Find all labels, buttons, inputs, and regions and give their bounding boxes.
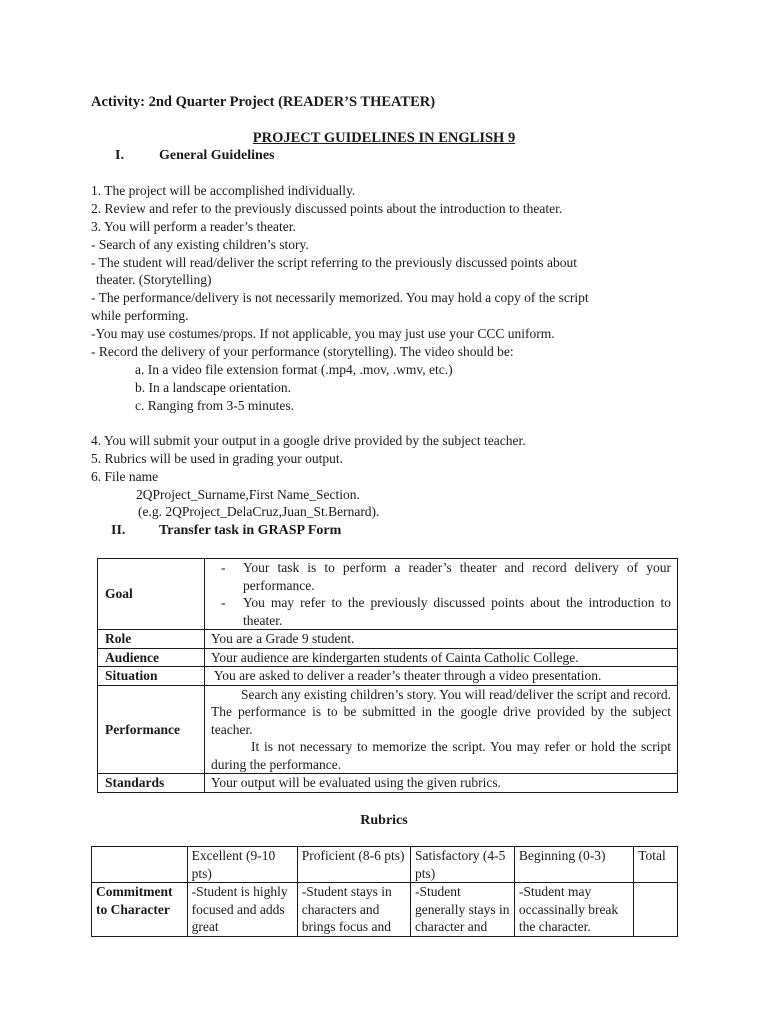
rubric-header-cell: Beginning (0-3) xyxy=(514,847,633,883)
activity-title: Activity: 2nd Quarter Project (READER’S THEATER) xyxy=(91,94,436,110)
grasp-label: Performance xyxy=(98,685,205,774)
goal-list xyxy=(211,559,671,629)
section2-title: Transfer task in GRASP Form xyxy=(159,523,342,538)
guideline-line: - Search of any existing children’s story. xyxy=(91,237,309,252)
grasp-value: Your output will be evaluated using the given rubrics. xyxy=(205,774,678,793)
section2-number: II. xyxy=(111,523,126,538)
rubric-header-cell: Excellent (9-10 pts) xyxy=(187,847,297,883)
grasp-value: You are asked to deliver a reader’s theater through a video presentation. xyxy=(205,667,678,686)
grasp-value: Your audience are kindergarten students of Cainta Catholic College. xyxy=(205,648,678,667)
guidelines-heading-text: PROJECT GUIDELINES IN ENGLISH 9 xyxy=(252,130,516,146)
guideline-line: - Record the delivery of your performance (storytelling). The video should be: xyxy=(91,344,514,359)
rubrics-title: Rubrics xyxy=(360,813,408,828)
guideline-line: (e.g. 2QProject_DelaCruz,Juan_St.Bernard). xyxy=(138,504,380,519)
goal-item: - Your task is to perform a reader’s theater and record delivery of your performance. xyxy=(228,559,671,594)
guideline-line: a. In a video file extension format (.mp4, .mov, .wmv, etc.) xyxy=(135,362,453,377)
rubric-row xyxy=(92,883,678,937)
rubric-cell: -Student generally stays in character and xyxy=(410,883,514,937)
guidelines-heading xyxy=(0,130,768,147)
guideline-line: 3. You will perform a reader’s theater. xyxy=(91,219,296,234)
guideline-line: 5. Rubrics will be used in grading your output. xyxy=(91,451,343,466)
performance-paragraph: Search any existing children’s story. You will read/deliver the script and record. The performance is to be submitted in the google drive provided by the subject teacher. xyxy=(211,686,671,737)
guideline-line: theater. (Storytelling) xyxy=(96,272,212,287)
goal-item: - You may refer to the previously discussed points about the introduction to theater. xyxy=(228,594,671,629)
grasp-label: Situation xyxy=(98,667,205,686)
performance-paragraph: It is not necessary to memorize the script. You may refer or hold the script during the performance. xyxy=(211,739,671,772)
section1-number: I. xyxy=(115,148,124,163)
guideline-line: - The student will read/deliver the script referring to the previously discussed points about xyxy=(91,255,578,270)
rubric-cell xyxy=(634,883,678,937)
guideline-line: c. Ranging from 3-5 minutes. xyxy=(135,398,294,413)
guideline-line: 6. File name xyxy=(91,469,159,484)
rubric-cell: -Student stays in characters and brings focus and xyxy=(297,883,410,937)
rubric-cell: -Student may occassinally break the character. xyxy=(514,883,633,937)
grasp-row-situation xyxy=(98,667,678,686)
grasp-label: Role xyxy=(98,630,205,649)
guideline-line: 2. Review and refer to the previously discussed points about the introduction to theater. xyxy=(91,201,563,216)
rubric-criterion: Commitment to Character xyxy=(92,883,188,937)
rubric-header-row xyxy=(92,847,678,883)
guideline-line: 1. The project will be accomplished individually. xyxy=(91,183,356,198)
guideline-line: while performing. xyxy=(91,308,189,323)
rubric-header-cell: Proficient (8-6 pts) xyxy=(297,847,410,883)
grasp-row-audience xyxy=(98,648,678,667)
rubric-header-cell: Satisfactory (4-5 pts) xyxy=(410,847,514,883)
grasp-row-goal xyxy=(98,559,678,630)
grasp-table xyxy=(97,558,678,793)
grasp-label: Goal xyxy=(98,559,205,630)
grasp-performance-cell xyxy=(205,685,678,774)
rubrics-table xyxy=(91,846,678,937)
grasp-row-role xyxy=(98,630,678,649)
grasp-value: You are a Grade 9 student. xyxy=(205,630,678,649)
grasp-row-standards xyxy=(98,774,678,793)
grasp-goal-cell xyxy=(205,559,678,630)
guideline-line: 4. You will submit your output in a google drive provided by the subject teacher. xyxy=(91,433,526,448)
section1-title: General Guidelines xyxy=(159,148,275,163)
guideline-line: 2QProject_Surname,First Name_Section. xyxy=(136,487,360,502)
guideline-line: - The performance/delivery is not necessarily memorized. You may hold a copy of the script xyxy=(91,290,589,305)
rubric-header-cell: Total xyxy=(634,847,678,883)
grasp-label: Standards xyxy=(98,774,205,793)
grasp-label: Audience xyxy=(98,648,205,667)
rubric-cell: -Student is highly focused and adds great xyxy=(187,883,297,937)
guideline-line: b. In a landscape orientation. xyxy=(135,380,291,395)
grasp-row-performance xyxy=(98,685,678,774)
rubric-header-cell xyxy=(92,847,188,883)
guideline-line: -You may use costumes/props. If not applicable, you may just use your CCC uniform. xyxy=(91,326,555,341)
